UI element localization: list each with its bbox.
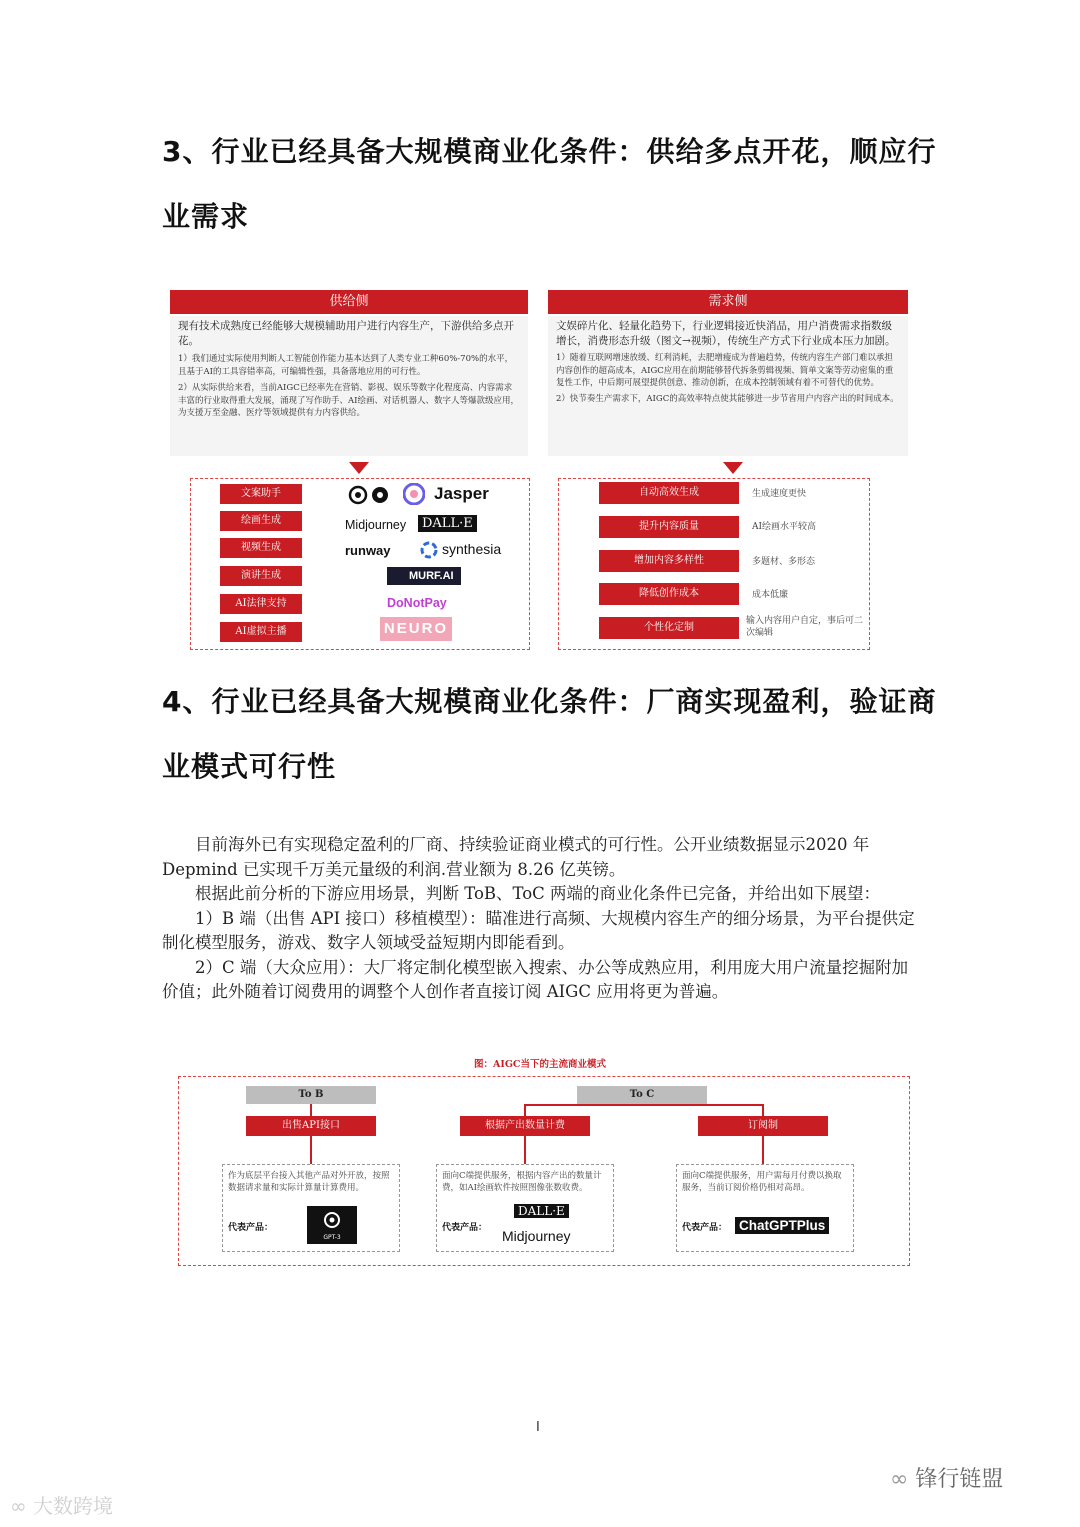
demand-note-4: 成本低廉 bbox=[752, 590, 789, 600]
donotpay-logo: DoNotPay bbox=[387, 596, 447, 610]
demand-point-2: 2）快节奏生产需求下，AIGC的高效率特点使其能够进一步节省用户内容产出的时间成本。 bbox=[556, 393, 899, 404]
paragraph-4: 2）C 端（大众应用）：大厂将定制化模型嵌入搜索、办公等成熟应用，利用庞大用户流量挖掘附加价值；此外随着订阅费用的调整个人创作者直接订阅 AIGC 应用将更为普遍。 bbox=[162, 957, 909, 1001]
toc-branch-line bbox=[524, 1104, 764, 1106]
demand-arrow-icon bbox=[723, 462, 743, 474]
demand-tag-5: 个性化定制 bbox=[599, 617, 739, 639]
paragraph-3: 1）B 端（出售 API 接口）移植模型）：瞄准进行高频、大规模内容生产的细分场景，为平台提供定制化模型服务，游戏、数字人领域受益短期内即能看到。 bbox=[162, 908, 915, 952]
model-3-desc: 面向C端提供服务，用户需每月付费以换取服务，当前订阅价格仍相对高昂。 bbox=[682, 1171, 842, 1193]
tob-label: To B bbox=[246, 1086, 376, 1104]
connector-3 bbox=[762, 1136, 764, 1164]
toc-branch-left bbox=[524, 1104, 526, 1116]
supply-tag-5: AI法律支持 bbox=[220, 594, 302, 614]
demand-note-5: 输入内容用户自定，事后可二次编辑 bbox=[746, 616, 864, 638]
connector-1b bbox=[310, 1136, 312, 1164]
dalle-rep-logo: DALL·E bbox=[514, 1204, 569, 1218]
watermark-right bbox=[890, 1462, 1003, 1493]
watermark-left-text: 大数跨境 bbox=[33, 1494, 114, 1518]
connector-2 bbox=[524, 1136, 526, 1164]
supply-arrow-icon bbox=[349, 462, 369, 474]
heading-3-line1: 3、行业已经具备大规模商业化条件：供给多点开花，顺应行 bbox=[162, 135, 937, 168]
openai-icon bbox=[322, 1210, 342, 1230]
model-3-label: 订阅制 bbox=[698, 1116, 828, 1136]
jasper-logo: Jasper bbox=[434, 484, 489, 503]
demand-tag-1: 自动高效生成 bbox=[599, 482, 739, 504]
murf-logo: MURF.AI bbox=[387, 567, 461, 585]
model-2-label: 根据产出数量计费 bbox=[460, 1116, 590, 1136]
model-1-rep-label: 代表产品： bbox=[228, 1223, 274, 1233]
connector-1 bbox=[310, 1104, 312, 1116]
heading-3-line2: 业需求 bbox=[162, 200, 250, 233]
watermark-left bbox=[10, 1490, 113, 1519]
supply-lead: 现有技术成熟度已经能够大规模辅助用户进行内容生产，下游供给多点开花。 bbox=[178, 320, 514, 347]
dalle-logo: DALL·E bbox=[418, 515, 477, 532]
paragraph-1: 目前海外已有实现稳定盈利的厂商、持续验证商业模式的可行性。公开业绩数据显示2020 年 Depmind 已实现千万美元量级的利润.营业额为 8.26 亿英镑。 bbox=[162, 835, 870, 879]
demand-body bbox=[548, 316, 908, 456]
supply-point-1: 1）我们通过实际使用判断人工智能创作能力基本达到了人类专业工种60%-70%的水平，且基于AI的工具容错率高，可编辑性强，具备落地应用的可行性。 bbox=[178, 354, 514, 377]
gpt3-logo bbox=[307, 1206, 357, 1244]
model-3-rep-label: 代表产品： bbox=[682, 1223, 728, 1233]
supply-header: 供给侧 bbox=[170, 290, 528, 314]
openai-logo-icon bbox=[348, 484, 392, 506]
neuro-logo: NEURO bbox=[380, 617, 452, 641]
heading-4-line2: 业模式可行性 bbox=[162, 750, 337, 783]
midjourney-logo: Midjourney bbox=[345, 518, 407, 532]
model-2-desc: 面向C端提供服务，根据内容产出的数量计费，如AI绘画软件按照图像张数收费。 bbox=[442, 1171, 602, 1193]
page-number: I bbox=[536, 1420, 540, 1435]
watermark-right-text: 锋行链盟 bbox=[915, 1467, 1004, 1492]
supply-tag-1: 文案助手 bbox=[220, 484, 302, 504]
demand-note-3: 多题材、多形态 bbox=[752, 557, 816, 567]
supply-tag-6: AI虚拟主播 bbox=[220, 622, 302, 642]
model-1-desc: 作为底层平台接入其他产品对外开放，按照数据请求量和实际计算量计算费用。 bbox=[228, 1171, 390, 1193]
supply-point-2: 2）从实际供给来看，当前AIGC已经率先在营销、影视、娱乐等数字化程度高、内容需求丰富的行业取得重大发展，涌现了写作助手、AI绘画、对话机器人、数字人等爆款级应用，为支援万至金融、医疗等领域提供有力内容供给。 bbox=[178, 383, 520, 418]
synthesia-logo: synthesia bbox=[442, 541, 502, 557]
demand-tag-3: 增加内容多样性 bbox=[599, 550, 739, 572]
supply-tag-2: 绘画生成 bbox=[220, 511, 302, 531]
jasper-logo-icon bbox=[403, 483, 425, 505]
toc-label: To C bbox=[577, 1086, 707, 1104]
midjourney-rep-logo: Midjourney bbox=[502, 1228, 571, 1244]
toc-branch-right bbox=[762, 1104, 764, 1116]
heading-4-line1: 4、行业已经具备大规模商业化条件：厂商实现盈利，验证商 bbox=[162, 685, 937, 718]
paragraph-2: 根据此前分析的下游应用场景，判断 ToB、ToC 两端的商业化条件已完备，并给出如下展望： bbox=[195, 884, 881, 903]
supply-tag-4: 演讲生成 bbox=[220, 566, 302, 586]
figure-caption: 图：AIGC当下的主流商业模式 bbox=[474, 1059, 606, 1070]
demand-header: 需求侧 bbox=[548, 290, 908, 314]
wechat-icon-left: ∞ bbox=[10, 1494, 27, 1518]
demand-tag-4: 降低创作成本 bbox=[599, 583, 739, 605]
wechat-icon-right: ∞ bbox=[890, 1467, 909, 1492]
model-2-rep-label: 代表产品： bbox=[442, 1223, 488, 1233]
synthesia-logo-icon bbox=[420, 541, 438, 559]
demand-note-2: AI绘画水平较高 bbox=[752, 522, 817, 532]
demand-tag-2: 提升内容质量 bbox=[599, 516, 739, 538]
model-1-label: 出售API接口 bbox=[246, 1116, 376, 1136]
supply-tag-3: 视频生成 bbox=[220, 538, 302, 558]
supply-body bbox=[170, 316, 528, 456]
runway-logo: runway bbox=[345, 543, 391, 558]
chatgptplus-logo: ChatGPTPlus bbox=[735, 1217, 829, 1234]
demand-point-1: 1）随着互联网增速放缓、红利消耗，去肥增瘦成为普遍趋势，传统内容生产部门难以承担内容创作的超高成本，AIGC应用在前期能够替代拆条剪辑视频、简单文案等劳动密集的重复性工作，中后期可展望提供创意、推动创新，在成本控制领域有着不可替代的优势。 bbox=[556, 353, 894, 388]
demand-note-1: 生成速度更快 bbox=[752, 489, 807, 499]
body-text bbox=[162, 833, 924, 1005]
gpt3-label: GPT-3 bbox=[323, 1234, 341, 1241]
demand-lead: 文娱碎片化、轻量化趋势下，行业逻辑接近快消品，用户消费需求指数级增长，消费形态升级（图文→视频），传统生产方式下行业成本压力加剧。 bbox=[556, 320, 896, 347]
